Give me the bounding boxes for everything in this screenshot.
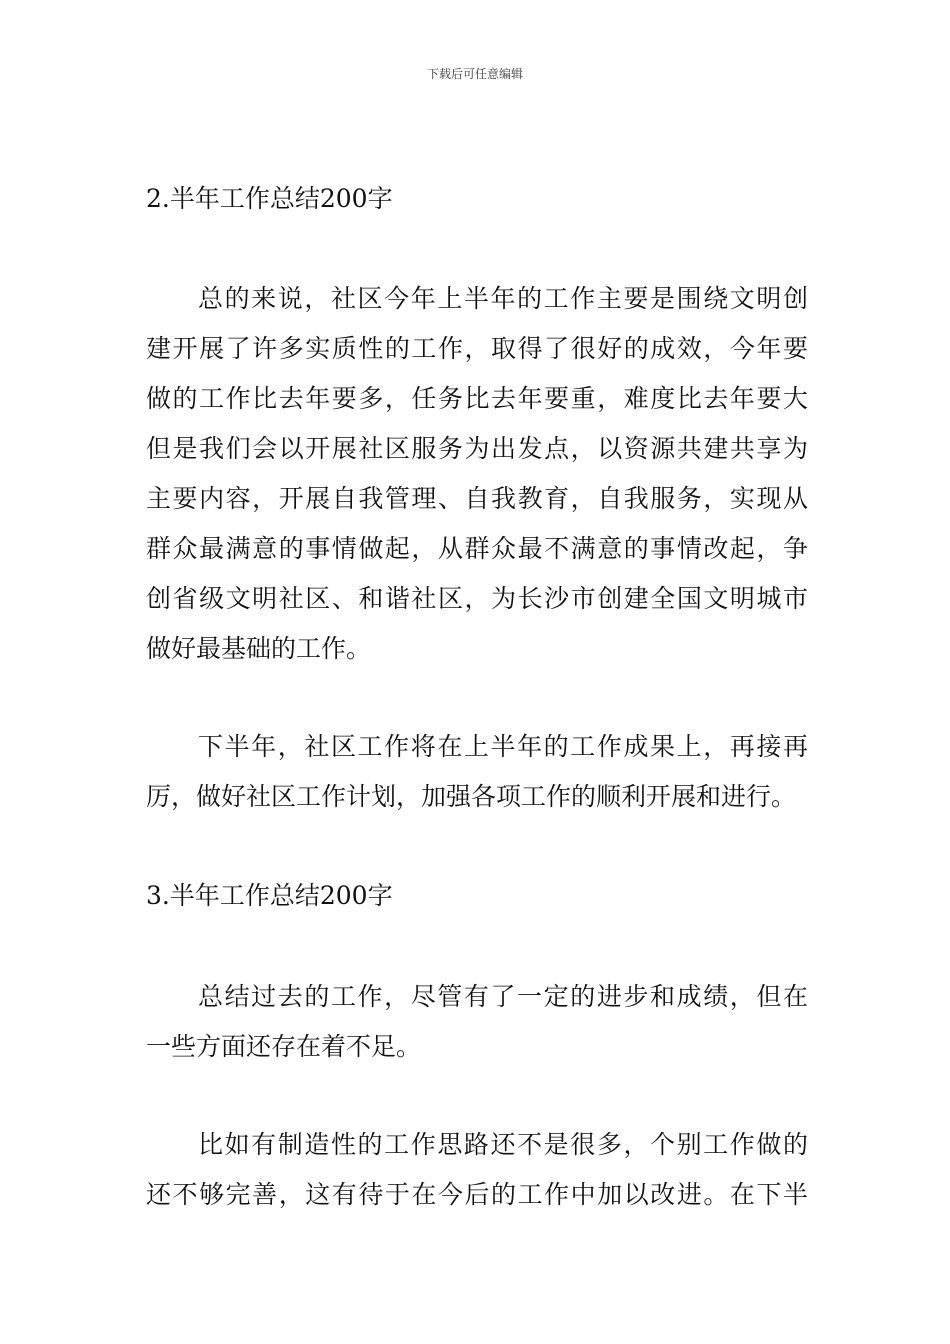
paragraph-line: 比如有制造性的工作思路还不是很多，个别工作做的 (198, 1130, 808, 1159)
page-header: 下载后可任意编辑 (426, 67, 523, 81)
paragraph-line: 下半年，社区工作将在上半年的工作成果上，再接再 (198, 732, 808, 761)
paragraph-line: 做好最基础的工作。 (146, 634, 372, 663)
paragraph-line: 做的工作比去年要多，任务比去年要重，难度比去年要大 (146, 384, 808, 413)
paragraph-line: 但是我们会以开展社区服务为出发点，以资源共建共享为 (146, 434, 808, 463)
paragraph-line: 一些方面还存在着不足。 (146, 1032, 422, 1061)
paragraph-line: 建开展了许多实质性的工作，取得了很好的成效，今年要 (146, 334, 808, 363)
section-2-paragraph-1 (146, 274, 808, 674)
section-3-paragraph-2 (146, 1120, 808, 1220)
paragraph-line: 群众最满意的事情做起，从群众最不满意的事情改起，争 (146, 534, 808, 563)
section-2-paragraph-2 (146, 722, 808, 822)
paragraph-line: 总的来说，社区今年上半年的工作主要是围绕文明创 (198, 284, 808, 313)
paragraph-line: 主要内容，开展自我管理、自我教育，自我服务，实现从 (146, 484, 808, 513)
paragraph-line: 创省级文明社区、和谐社区，为长沙市创建全国文明城市 (146, 584, 808, 613)
section-heading-2: 2.半年工作总结200字 (146, 184, 393, 213)
section-3-paragraph-1 (146, 972, 808, 1072)
paragraph-line: 总结过去的工作，尽管有了一定的进步和成绩，但在 (198, 982, 808, 1011)
section-heading-3: 3.半年工作总结200字 (146, 881, 393, 910)
paragraph-line: 厉，做好社区工作计划，加强各项工作的顺利开展和进行。 (146, 782, 797, 811)
paragraph-line: 还不够完善，这有待于在今后的工作中加以改进。在下半 (146, 1180, 808, 1209)
